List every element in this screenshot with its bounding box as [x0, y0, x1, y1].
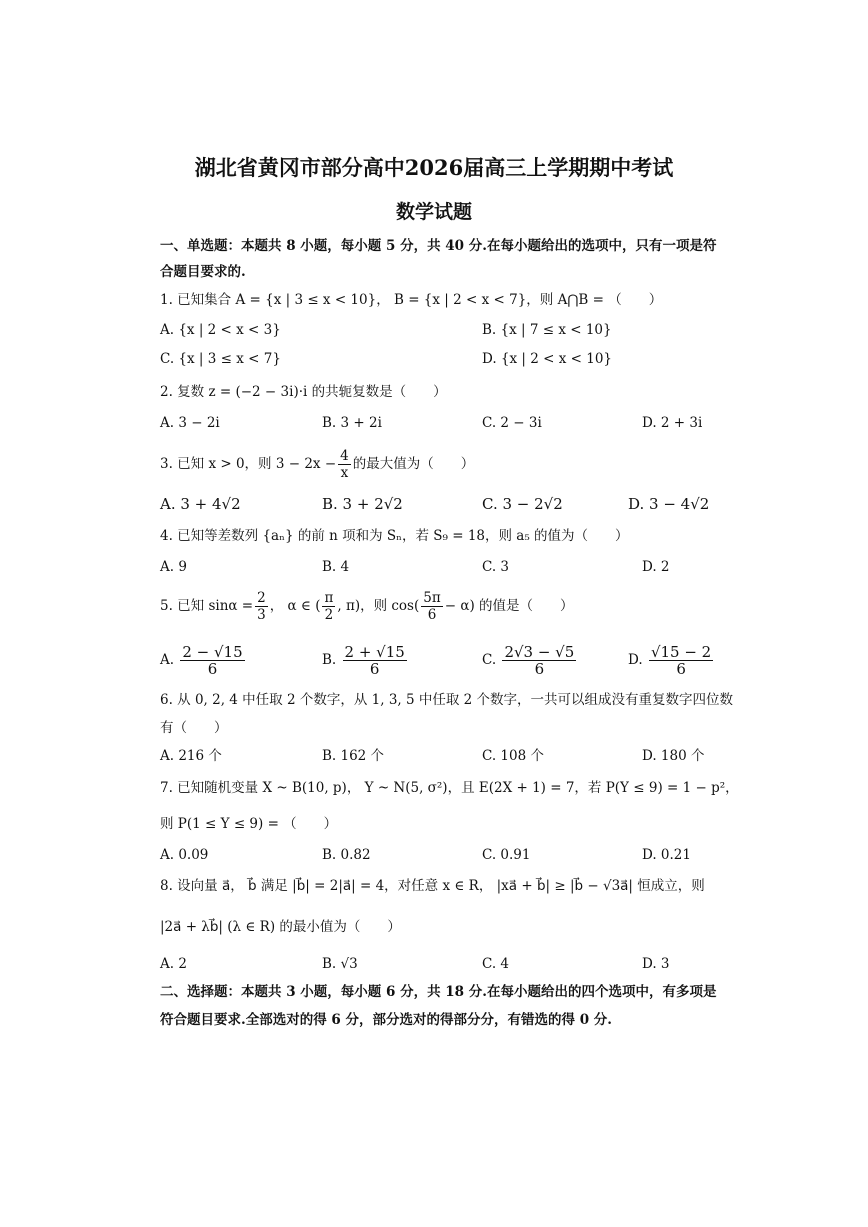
q8-option-d: D. 3 [642, 956, 670, 972]
q5-option-d-num: √15 − 2 [650, 643, 712, 661]
q5-option-c-fraction [502, 644, 576, 677]
q6-option-c: C. 108 个 [482, 748, 544, 764]
q2-option-c: C. 2 − 3i [482, 415, 542, 431]
q1-option-d: D. {x | 2 < x < 10} [482, 351, 613, 367]
q3-option-c: C. 3 − 2√2 [482, 495, 563, 513]
q3-fraction-den: x [340, 465, 349, 481]
q7-option-c: C. 0.91 [482, 847, 531, 863]
q2-option-b: B. 3 + 2i [322, 415, 382, 431]
q5-option-b-label: B. [322, 652, 337, 668]
q5-option-c [482, 640, 578, 680]
q5-stem-part3: , π)，则 cos( [337, 598, 420, 614]
q1-stem: 1. 已知集合 A = {x | 3 ≤ x < 10}， B = {x | 2 < x < 7}，则 A⋂B = （ ） [160, 292, 663, 308]
q5-stem-part1: 5. 已知 sinα = [160, 598, 254, 614]
q5-fraction-cos [421, 590, 442, 623]
q5-option-d [628, 640, 715, 680]
q8-stem-line1: 8. 设向量 a⃗， b⃗ 满足 |b⃗| = 2|a⃗| = 4，对任意 x ∈ R， |xa⃗ + b⃗| ≥ |b⃗ − √3a⃗| 恒成立，则 [160, 878, 705, 894]
q5-fraction-interval-den: 2 [324, 607, 334, 623]
q6-stem-line2: 有（ ） [160, 720, 228, 736]
q5-option-b-num: 2 + √15 [344, 643, 405, 661]
q5-option-b-den: 6 [369, 660, 380, 678]
q3-stem-post: 的最大值为（ ） [352, 456, 475, 472]
section2-heading-line1: 二、选择题：本题共 3 小题，每小题 6 分，共 18 分.在每小题给出的四个选项中，有多项是 [160, 984, 717, 1000]
q5-option-d-den: 6 [676, 660, 686, 678]
q1-option-a: A. {x | 2 < x < 3} [160, 322, 281, 338]
exam-title: 湖北省黄冈市部分高中2026届高三上学期期中考试 [194, 155, 674, 180]
section2-heading-line2: 符合题目要求.全部选对的得 6 分，部分选对的得部分分，有错选的得 0 分. [160, 1012, 612, 1028]
q7-option-a: A. 0.09 [160, 847, 209, 863]
q3-stem-pre: 3. 已知 x > 0，则 3 − 2x − [160, 456, 337, 472]
q5-fraction-sin-den: 3 [257, 607, 266, 623]
q5-fraction-cos-den: 6 [427, 607, 437, 623]
q6-option-b: B. 162 个 [322, 748, 385, 764]
q5-option-a-num: 2 − √15 [182, 643, 243, 661]
q5-fraction-interval-num: π [324, 590, 334, 606]
q8-stem-line2: |2a⃗ + λb⃗| (λ ∈ R) 的最小值为（ ） [160, 919, 401, 935]
q7-option-d: D. 0.21 [642, 847, 691, 863]
q7-stem-line1: 7. 已知随机变量 X ~ B(10, p)， Y ~ N(5, σ²)，且 E(2X + 1) = 7，若 P(Y ≤ 9) = 1 − p²， [160, 780, 739, 796]
q6-stem-line1: 6. 从 0, 2, 4 中任取 2 个数字，从 1, 3, 5 中任取 2 个数字，一共可以组成没有重复数字四位数 [160, 692, 734, 708]
q5-option-c-den: 6 [534, 660, 545, 678]
q5-option-a-fraction [180, 644, 244, 677]
q5-stem-part2: ， α ∈ ( [269, 598, 321, 614]
q5-fraction-sin-num: 2 [257, 590, 266, 606]
section1-heading-line2: 合题目要求的. [160, 264, 246, 280]
q6-option-d: D. 180 个 [642, 748, 705, 764]
q8-option-c: C. 4 [482, 956, 510, 972]
q5-stem-part4: − α) 的值是（ ） [444, 598, 574, 614]
q5-option-a-label: A. [160, 652, 175, 668]
q3-option-b: B. 3 + 2√2 [322, 495, 403, 513]
q2-stem: 2. 复数 z = (−2 − 3i)·i 的共轭复数是（ ） [160, 384, 447, 400]
q5-option-c-label: C. [482, 652, 497, 668]
q4-option-c: C. 3 [482, 559, 510, 575]
q8-option-a: A. 2 [160, 956, 187, 972]
q3-stem [160, 444, 474, 484]
q5-fraction-sin [255, 590, 268, 623]
section1-heading-line1: 一、单选题：本题共 8 小题，每小题 5 分，共 40 分.在每小题给出的选项中，只有一项是符 [160, 238, 717, 254]
q2-option-d: D. 2 + 3i [642, 415, 703, 431]
q5-fraction-interval [322, 590, 335, 623]
q3-option-d: D. 3 − 4√2 [628, 495, 710, 513]
q5-option-d-label: D. [628, 652, 643, 668]
q5-option-a-den: 6 [207, 660, 218, 678]
q3-fraction-num: 4 [340, 448, 349, 464]
q4-option-a: A. 9 [160, 559, 187, 575]
q3-fraction [338, 448, 351, 481]
q5-option-b-fraction [343, 644, 407, 677]
q8-option-b: B. √3 [322, 956, 358, 972]
q5-fraction-cos-num: 5π [423, 590, 441, 606]
q4-option-d: D. 2 [642, 559, 670, 575]
q7-option-b: B. 0.82 [322, 847, 371, 863]
exam-subtitle: 数学试题 [395, 201, 472, 223]
q5-stem [160, 586, 574, 626]
q5-option-d-fraction [649, 644, 713, 677]
q3-option-a: A. 3 + 4√2 [160, 495, 241, 513]
q6-option-a: A. 216 个 [160, 748, 222, 764]
q5-option-a [160, 640, 247, 680]
q5-option-c-num: 2√3 − √5 [504, 643, 575, 661]
q4-option-b: B. 4 [322, 559, 350, 575]
q5-option-b [322, 640, 409, 680]
q7-stem-line2: 则 P(1 ≤ Y ≤ 9) = （ ） [160, 816, 338, 832]
q4-stem: 4. 已知等差数列 {aₙ} 的前 n 项和为 Sₙ，若 S₉ = 18，则 a₅ 的值为（ ） [160, 528, 629, 544]
q1-option-c: C. {x | 3 ≤ x < 7} [160, 351, 281, 367]
q2-option-a: A. 3 − 2i [160, 415, 220, 431]
q1-option-b: B. {x | 7 ≤ x < 10} [482, 322, 612, 338]
